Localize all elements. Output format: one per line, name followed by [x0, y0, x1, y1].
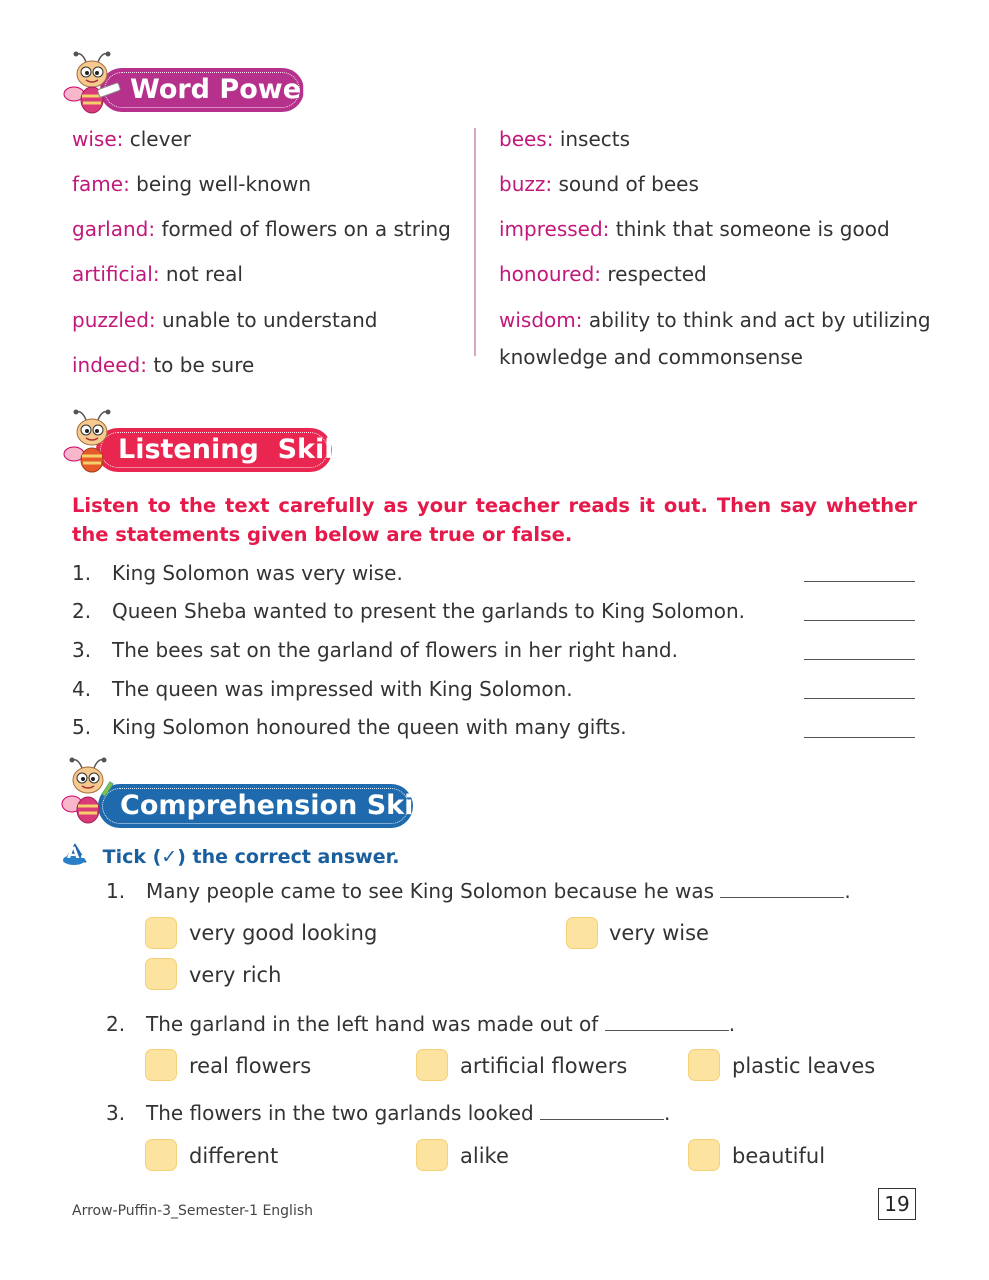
- glossary-item: fame: being well-known: [72, 172, 311, 196]
- answer-blank[interactable]: [804, 659, 915, 660]
- listening-statement: 1. King Solomon was very wise.: [72, 561, 403, 585]
- answer-blank[interactable]: [720, 879, 844, 898]
- tick-box[interactable]: [688, 1139, 720, 1171]
- answer-blank[interactable]: [804, 620, 915, 621]
- tick-box[interactable]: [416, 1139, 448, 1171]
- listening-statement: 3. The bees sat on the garland of flowers in her right hand.: [72, 638, 678, 662]
- answer-blank[interactable]: [804, 737, 915, 738]
- answer-blank[interactable]: [804, 581, 915, 582]
- listening-statement: 5. King Solomon honoured the queen with many gifts.: [72, 715, 627, 739]
- listening-statement: 4. The queen was impressed with King Solomon.: [72, 677, 573, 701]
- listening-instruction: Listen to the text carefully as your teacher reads it out. Then say whether the statements given below are true or false.: [72, 494, 917, 546]
- exercise-a-heading: A. Tick (✓) the correct answer.: [62, 842, 400, 871]
- tick-box[interactable]: [145, 917, 177, 949]
- option-label: very wise: [609, 921, 709, 945]
- tick-box[interactable]: [566, 917, 598, 949]
- bee-mascot-icon: [62, 48, 124, 118]
- option-label: artificial flowers: [460, 1054, 628, 1078]
- word-power-banner: [58, 48, 315, 110]
- glossary-item: puzzled: unable to understand: [72, 308, 378, 332]
- glossary-item: honoured: respected: [499, 262, 707, 286]
- comprehension-skills-banner: [56, 754, 448, 821]
- option-label: plastic leaves: [732, 1054, 876, 1078]
- listening-skills-title: Listening Skills: [96, 428, 332, 472]
- tick-box[interactable]: [145, 1049, 177, 1081]
- part-a-badge: A.: [62, 842, 88, 866]
- question: 2. The garland in the left hand was made out of .: [106, 1012, 736, 1036]
- glossary-item: garland: formed of flowers on a string: [72, 217, 451, 241]
- word-power-title: Word Power: [100, 68, 304, 112]
- tick-box[interactable]: [688, 1049, 720, 1081]
- question: 1. Many people came to see King Solomon because he was .: [106, 879, 851, 903]
- option-label: different: [189, 1144, 279, 1168]
- glossary-item: buzz: sound of bees: [499, 172, 699, 196]
- page-number: 19: [878, 1188, 916, 1220]
- column-divider: [474, 128, 476, 356]
- answer-blank[interactable]: [804, 698, 915, 699]
- option-label: beautiful: [732, 1144, 826, 1168]
- option-label: alike: [460, 1144, 509, 1168]
- option-label: real flowers: [189, 1054, 312, 1078]
- glossary-item: indeed: to be sure: [72, 353, 255, 377]
- tick-box[interactable]: [416, 1049, 448, 1081]
- book-footer: Arrow-Puffin-3_Semester-1 English: [72, 1203, 314, 1219]
- tick-box[interactable]: [145, 1139, 177, 1171]
- glossary-item: wise: clever: [72, 127, 191, 151]
- glossary-item: impressed: think that someone is good: [499, 217, 890, 241]
- bee-mascot-icon: [58, 754, 120, 834]
- tick-box[interactable]: [145, 958, 177, 990]
- option-label: very good looking: [189, 921, 378, 945]
- glossary-continuation: knowledge and commonsense: [499, 345, 803, 369]
- answer-blank[interactable]: [605, 1012, 729, 1031]
- listening-skills-banner: [58, 406, 359, 468]
- listening-statement: 2. Queen Sheba wanted to present the garlands to King Solomon.: [72, 599, 745, 623]
- comprehension-skills-title: Comprehension Skills: [98, 784, 413, 828]
- answer-blank[interactable]: [540, 1101, 664, 1120]
- question: 3. The flowers in the two garlands looked .: [106, 1101, 671, 1125]
- glossary-item: bees: insects: [499, 127, 631, 151]
- glossary-item: wisdom: ability to think and act by utilizing: [499, 308, 931, 332]
- bee-mascot-icon: [62, 406, 124, 476]
- glossary-item: artificial: not real: [72, 262, 243, 286]
- option-label: very rich: [189, 963, 282, 987]
